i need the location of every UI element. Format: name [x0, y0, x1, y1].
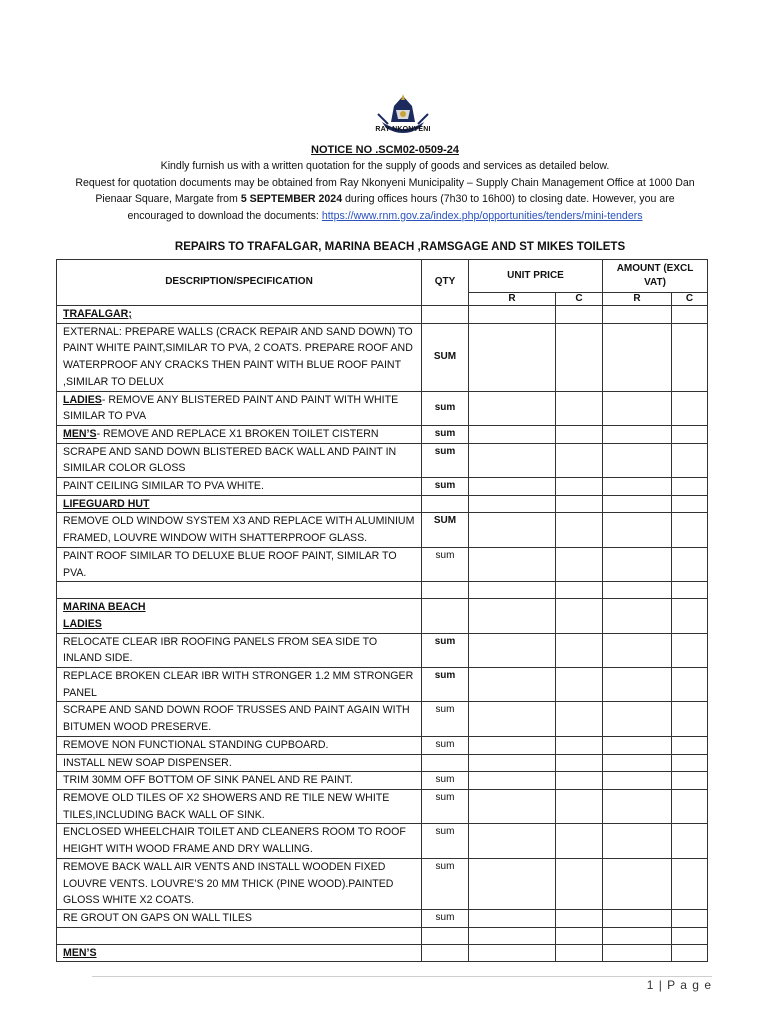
ladies-label: LADIES [63, 617, 102, 630]
price-cell [469, 443, 556, 477]
table-row [57, 599, 708, 633]
marina-label: MARINA BEACH [63, 601, 146, 614]
item-description: ENCLOSED WHEELCHAIR TOILET AND CLEANERS ROOM TO ROOF HEIGHT WITH WOOD FRAME AND DRY WALLING. [57, 824, 422, 858]
section-lifeguard-hut: LIFEGUARD HUT [57, 495, 422, 513]
price-cell [603, 909, 672, 927]
item-description: REPLACE BROKEN CLEAR IBR WITH STRONGER 1.2 MM STRONGER PANEL [57, 668, 422, 702]
price-cell [556, 944, 603, 962]
price-cell [469, 754, 556, 772]
unit-price-c: C [556, 293, 603, 306]
item-description: PAINT ROOF SIMILAR TO DELUXE BLUE ROOF PAINT, SIMILAR TO PVA. [57, 547, 422, 581]
price-cell [556, 425, 603, 443]
price-cell [469, 668, 556, 702]
qty-value: sum [422, 909, 469, 927]
price-cell [469, 425, 556, 443]
request-line: Request for quotation documents may be obtained from Ray Nkonyeni Municipality – Supply Chain Management Office at 1000 Dan [75, 176, 695, 189]
section-trafalgar: TRAFALGAR; [57, 306, 422, 324]
price-cell [603, 425, 672, 443]
price-cell [672, 824, 708, 858]
qty-value: sum [422, 547, 469, 581]
empty-row [57, 582, 708, 599]
price-cell [469, 944, 556, 962]
empty-cell [57, 582, 422, 599]
item-description: SCRAPE AND SAND DOWN ROOF TRUSSES AND PAINT AGAIN WITH BITUMEN WOOD PRESERVE. [57, 702, 422, 736]
table-row [57, 668, 708, 702]
quotation-table [56, 259, 708, 962]
price-cell [672, 513, 708, 547]
table-row [57, 443, 708, 477]
qty-value: sum [422, 633, 469, 667]
price-cell [603, 495, 672, 513]
price-cell [603, 547, 672, 581]
price-cell [603, 702, 672, 736]
price-cell [556, 858, 603, 909]
price-cell [672, 306, 708, 324]
price-cell [672, 633, 708, 667]
date-highlight: 5 SEPTEMBER 2024 [240, 193, 343, 205]
table-row [57, 909, 708, 927]
price-cell [469, 789, 556, 823]
price-cell [556, 443, 603, 477]
price-cell [672, 443, 708, 477]
price-cell [556, 599, 603, 633]
table-row [57, 513, 708, 547]
price-cell [603, 789, 672, 823]
item-description: REMOVE OLD TILES OF X2 SHOWERS AND RE TILE NEW WHITE TILES,INCLUDING BACK WALL OF SINK. [57, 789, 422, 823]
qty-cell [422, 306, 469, 324]
qty-cell [422, 944, 469, 962]
qty-value: sum [422, 858, 469, 909]
table-row [57, 824, 708, 858]
item-text: - REMOVE ANY BLISTERED PAINT AND PAINT WITH WHITE SIMILAR TO PVA [63, 393, 399, 423]
qty-value: sum [422, 789, 469, 823]
empty-cell [469, 582, 556, 599]
price-cell [556, 633, 603, 667]
price-cell [556, 478, 603, 496]
section-mens: MEN’S [57, 944, 422, 962]
price-cell [603, 858, 672, 909]
item-description: RELOCATE CLEAR IBR ROOFING PANELS FROM SEA SIDE TO INLAND SIDE. [57, 633, 422, 667]
price-cell [672, 547, 708, 581]
item-description: REMOVE BACK WALL AIR VENTS AND INSTALL WOODEN FIXED LOUVRE VENTS. LOUVRE’S 20 MM THICK (PINE WOOD).PAINTED GLOSS WHITE X2 COATS. [57, 858, 422, 909]
download-line [0, 208, 770, 225]
col-amount: AMOUNT (EXCL VAT) [603, 260, 708, 293]
price-cell [672, 425, 708, 443]
price-cell [672, 668, 708, 702]
download-text: encouraged to download the documents: [127, 209, 322, 222]
item-description: REMOVE NON FUNCTIONAL STANDING CUPBOARD. [57, 736, 422, 754]
item-description [57, 425, 422, 443]
notice-header [0, 143, 770, 224]
price-cell [556, 909, 603, 927]
qty-value: sum [422, 478, 469, 496]
price-cell [469, 599, 556, 633]
price-cell [672, 391, 708, 425]
section-marina-beach [57, 599, 422, 633]
table-row [57, 323, 708, 391]
empty-cell [672, 582, 708, 599]
empty-row [57, 927, 708, 944]
item-description: RE GROUT ON GAPS ON WALL TILES [57, 909, 422, 927]
table-row [57, 754, 708, 772]
qty-value: sum [422, 824, 469, 858]
price-cell [556, 736, 603, 754]
price-cell [556, 772, 603, 790]
table-row [57, 425, 708, 443]
price-cell [469, 702, 556, 736]
table-row [57, 478, 708, 496]
price-cell [556, 754, 603, 772]
price-cell [603, 443, 672, 477]
price-cell [556, 323, 603, 391]
price-cell [469, 391, 556, 425]
item-description [57, 391, 422, 425]
price-cell [556, 513, 603, 547]
empty-cell [556, 582, 603, 599]
price-cell [469, 824, 556, 858]
empty-cell [422, 927, 469, 944]
price-cell [556, 306, 603, 324]
empty-cell [603, 927, 672, 944]
hours-text: during offices hours (7h30 to 16h00) to closing date. However, you are [342, 193, 675, 205]
item-description: REMOVE OLD WINDOW SYSTEM X3 AND REPLACE WITH ALUMINIUM FRAMED, LOUVRE WINDOW WITH SHATTERPROOF GLASS. [57, 513, 422, 547]
qty-value: sum [422, 391, 469, 425]
intro-line: Kindly furnish us with a written quotation for the supply of goods and services as detailed below. [160, 160, 610, 172]
table-row [57, 736, 708, 754]
price-cell [469, 478, 556, 496]
price-cell [603, 754, 672, 772]
price-cell [469, 323, 556, 391]
address-line [0, 191, 770, 208]
qty-value: sum [422, 736, 469, 754]
table-row [57, 772, 708, 790]
empty-cell [603, 582, 672, 599]
qty-cell [422, 754, 469, 772]
price-cell [469, 495, 556, 513]
empty-cell [672, 927, 708, 944]
table-row [57, 789, 708, 823]
price-cell [672, 909, 708, 927]
price-cell [672, 495, 708, 513]
item-text: - REMOVE AND REPLACE X1 BROKEN TOILET CISTERN [96, 427, 379, 440]
price-cell [469, 909, 556, 927]
price-cell [672, 772, 708, 790]
table-row [57, 702, 708, 736]
qty-value: SUM [422, 513, 469, 547]
price-cell [672, 736, 708, 754]
table-row [57, 944, 708, 962]
item-description: SCRAPE AND SAND DOWN BLISTERED BACK WALL AND PAINT IN SIMILAR COLOR GLOSS [57, 443, 422, 477]
table-row [57, 306, 708, 324]
amount-c: C [672, 293, 708, 306]
unit-price-r: R [469, 293, 556, 306]
price-cell [672, 754, 708, 772]
price-cell [603, 513, 672, 547]
price-cell [556, 789, 603, 823]
empty-cell [57, 927, 422, 944]
qty-cell [422, 495, 469, 513]
page-number: 1 | P a g e [646, 978, 712, 992]
price-cell [556, 495, 603, 513]
tenders-link[interactable]: https://www.rnm.gov.za/index.php/opportunities/tenders/mini-tenders [321, 209, 643, 222]
qty-value: sum [422, 425, 469, 443]
qty-cell [422, 599, 469, 633]
subsection-mens: MEN’S [63, 427, 97, 440]
subsection-ladies: LADIES [63, 393, 102, 406]
price-cell [603, 599, 672, 633]
amount-r: R [603, 293, 672, 306]
price-cell [672, 702, 708, 736]
col-qty: QTY [422, 260, 469, 306]
empty-cell [422, 582, 469, 599]
table-row [57, 858, 708, 909]
price-cell [556, 391, 603, 425]
price-cell [603, 736, 672, 754]
notice-number: NOTICE NO .SCM02-0509-24 [311, 144, 459, 156]
price-cell [603, 478, 672, 496]
price-cell [469, 858, 556, 909]
price-cell [672, 944, 708, 962]
table-row [57, 495, 708, 513]
qty-value: sum [422, 772, 469, 790]
qty-value: sum [422, 443, 469, 477]
qty-value: sum [422, 668, 469, 702]
item-description: TRIM 30MM OFF BOTTOM OF SINK PANEL AND RE PAINT. [57, 772, 422, 790]
price-cell [469, 306, 556, 324]
price-cell [672, 323, 708, 391]
price-cell [603, 391, 672, 425]
item-description: INSTALL NEW SOAP DISPENSER. [57, 754, 422, 772]
qty-value: SUM [422, 323, 469, 391]
empty-cell [556, 927, 603, 944]
price-cell [672, 478, 708, 496]
address-text: Pienaar Square, Margate from [95, 193, 241, 205]
price-cell [672, 858, 708, 909]
price-cell [603, 772, 672, 790]
qty-value: sum [422, 702, 469, 736]
price-cell [603, 306, 672, 324]
price-cell [603, 668, 672, 702]
price-cell [603, 633, 672, 667]
footer-divider [92, 976, 712, 977]
col-description: DESCRIPTION/SPECIFICATION [57, 260, 422, 306]
header-row [57, 260, 708, 293]
price-cell [556, 702, 603, 736]
price-cell [603, 944, 672, 962]
col-unit-price: UNIT PRICE [469, 260, 603, 293]
price-cell [469, 772, 556, 790]
price-cell [469, 736, 556, 754]
price-cell [672, 599, 708, 633]
table-row [57, 547, 708, 581]
table-row [57, 633, 708, 667]
price-cell [469, 633, 556, 667]
price-cell [603, 323, 672, 391]
price-cell [556, 547, 603, 581]
price-cell [469, 513, 556, 547]
logo-text: RAY NKONYENI [375, 126, 431, 133]
empty-cell [469, 927, 556, 944]
price-cell [469, 547, 556, 581]
table-title: REPAIRS TO TRAFALGAR, MARINA BEACH ,RAMSGAGE AND ST MIKES TOILETS [174, 241, 626, 253]
table-row [57, 391, 708, 425]
price-cell [672, 789, 708, 823]
price-cell [556, 824, 603, 858]
price-cell [603, 824, 672, 858]
price-cell [556, 668, 603, 702]
item-description: PAINT CEILING SIMILAR TO PVA WHITE. [57, 478, 422, 496]
item-description: EXTERNAL: PREPARE WALLS (CRACK REPAIR AND SAND DOWN) TO PAINT WHITE PAINT,SIMILAR TO PVA, 2 COATS. PREPARE ROOF AND WATERPROOF ANY CRACKS THEN PAINT WITH BLUE ROOF PAINT ,SIMILAR TO DELUX [57, 323, 422, 391]
